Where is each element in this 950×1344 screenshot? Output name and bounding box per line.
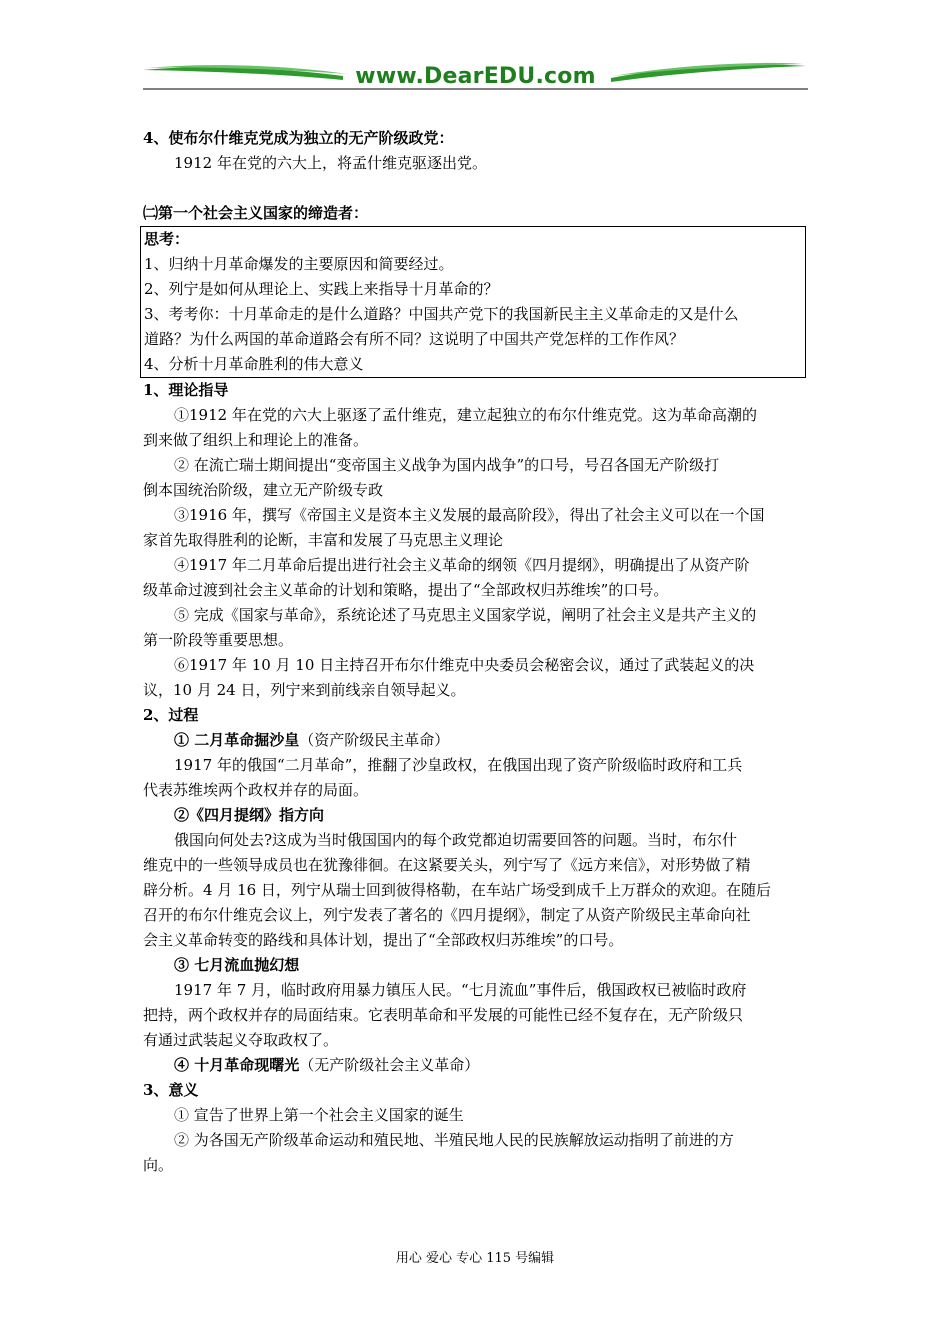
paragraph: 1912 年在党的六大上，将孟什维克驱逐出党。	[174, 154, 487, 172]
paragraph-line: 代表苏维埃两个政权并存的局面。	[143, 781, 369, 799]
paragraph-line: ① 宣告了世界上第一个社会主义国家的诞生	[174, 1106, 464, 1124]
subheading	[143, 728, 807, 753]
paragraph-line: ⑤ 完成《国家与革命》，系统论述了马克思主义国家学说，阐明了社会主义是共产主义的	[174, 606, 757, 624]
paragraph-line: 有通过武装起义夺取政权了。	[143, 1031, 339, 1049]
paragraph-line: 1917 年的俄国“二月革命”，推翻了沙皇政权，在俄国出现了资产阶级临时政府和工兵	[174, 756, 743, 774]
paragraph-line: 俄国向何处去?这成为当时俄国国内的每个政党都迫切需要回答的问题。当时，布尔什	[174, 831, 738, 849]
think-question: 道路？为什么两国的革命道路会有所不同？这说明了中国共产党怎样的工作作风？	[144, 330, 685, 348]
paragraph-line: ①1912 年在党的六大上驱逐了孟什维克，建立起独立的布尔什维克党。这为革命高潮的	[174, 406, 757, 424]
document-body	[143, 126, 807, 1178]
paragraph-line: 维克中的一些领导成员也在犹豫徘徊。在这紧要关头，列宁写了《远方来信》，对形势做了精	[143, 856, 751, 874]
paragraph-line: 把持，两个政权并存的局面结束。它表明革命和平发展的可能性已经不复存在，无产阶级只	[143, 1006, 744, 1024]
subheading-note: （资产阶级民主革命）	[299, 731, 450, 749]
section-heading: 3、意义	[143, 1081, 199, 1099]
subheading-title: ① 二月革命掘沙皇	[174, 731, 300, 749]
paragraph-line: 级革命过渡到社会主义革命的计划和策略，提出了“全部政权归苏维埃”的口号。	[143, 581, 669, 599]
paragraph-line: 1917 年 7 月，临时政府用暴力镇压人民。“七月流血”事件后，俄国政权已被临时政府	[174, 981, 747, 999]
site-header	[143, 58, 808, 92]
think-question: 4、分析十月革命胜利的伟大意义	[144, 355, 364, 373]
subheading-title: ④ 十月革命现曙光	[174, 1056, 300, 1074]
subheading-title: ③ 七月流血抛幻想	[174, 956, 300, 974]
think-title: 思考：	[144, 230, 190, 248]
subheading	[143, 1053, 807, 1078]
paragraph-line: ⑥1917 年 10 月 10 日主持召开布尔什维克中央委员会秘密会议，通过了武装起义的决	[174, 656, 755, 674]
paragraph-line: 倒本国统治阶级，建立无产阶级专政	[143, 481, 384, 499]
think-box	[140, 226, 806, 378]
paragraph-line: 第一阶段等重要思想。	[143, 631, 294, 649]
section-heading: ㈡第一个社会主义国家的缔造者：	[143, 204, 369, 222]
site-logo-text[interactable]: www.DearEDU.com	[355, 64, 596, 89]
think-question: 2、列宁是如何从理论上、实践上来指导十月革命的？	[144, 280, 499, 298]
paragraph-line: 到来做了组织上和理论上的准备。	[143, 431, 369, 449]
paragraph-line: 家首先取得胜利的论断，丰富和发展了马克思主义理论	[143, 531, 504, 549]
section-heading: 1、理论指导	[143, 381, 229, 399]
paragraph-line: 会主义革命转变的路线和具体计划，提出了“全部政权归苏维埃”的口号。	[143, 931, 624, 949]
paragraph-line: ④1917 年二月革命后提出进行社会主义革命的纲领《四月提纲》，明确提出了从资产阶	[174, 556, 750, 574]
paragraph-line: 议，10 月 24 日，列宁来到前线亲自领导起义。	[143, 681, 466, 699]
section-heading: 2、过程	[143, 706, 199, 724]
subheading-note: （无产阶级社会主义革命）	[299, 1056, 480, 1074]
paragraph-line: 辟分析。4 月 16 日，列宁从瑞士回到彼得格勒，在车站广场受到成千上万群众的欢迎。在随后	[143, 881, 771, 899]
think-question: 3、考考你：十月革命走的是什么道路？中国共产党下的我国新民主主义革命走的又是什么	[144, 305, 739, 323]
subheading-title: ②《四月提纲》指方向	[174, 806, 325, 824]
section-heading: 4、使布尔什维克党成为独立的无产阶级政党：	[143, 129, 454, 147]
paragraph-line: 向。	[143, 1156, 174, 1174]
page-footer: 用心 爱心 专心 115 号编辑	[395, 1251, 555, 1266]
paragraph-line: ② 为各国无产阶级革命运动和殖民地、半殖民地人民的民族解放运动指明了前进的方	[174, 1131, 734, 1149]
paragraph-line: ③1916 年，撰写《帝国主义是资本主义发展的最高阶段》，得出了社会主义可以在一个国	[174, 506, 765, 524]
paragraph-line: 召开的布尔什维克会议上，列宁发表了著名的《四月提纲》，制定了从资产阶级民主革命向社	[143, 906, 751, 924]
think-question: 1、归纳十月革命爆发的主要原因和简要经过。	[144, 255, 454, 273]
paragraph-line: ② 在流亡瑞士期间提出“变帝国主义战争为国内战争”的口号，号召各国无产阶级打	[174, 456, 720, 474]
